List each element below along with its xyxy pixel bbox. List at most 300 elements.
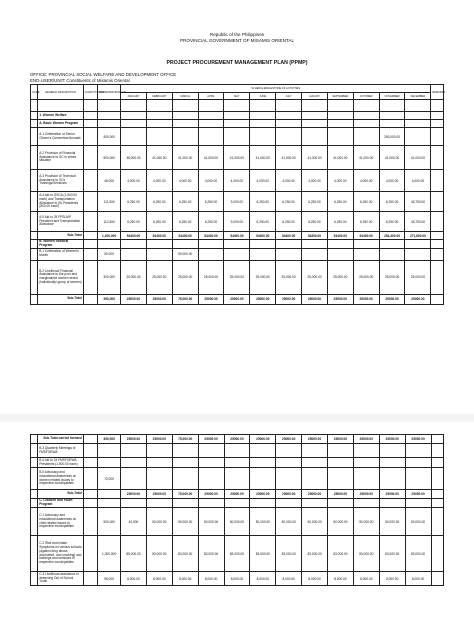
- month-cell: 8,000.00: [172, 572, 198, 586]
- month-cell: 25,000.00: [224, 260, 250, 294]
- table-row: [31, 120, 444, 128]
- table-row: [31, 240, 444, 249]
- blank-cell: [172, 100, 198, 112]
- remarks-cell: [431, 192, 444, 212]
- month-cell: 50,000.00: [276, 508, 302, 536]
- month-cell: 54400.00: [327, 232, 353, 240]
- budget-cell: [98, 112, 121, 120]
- description-cell: A.1 Celebration of Senior Citizen's Convention/Annuals: [38, 128, 84, 146]
- month-cell: 25000.00: [250, 490, 276, 499]
- month-cell: 6,250.00: [121, 192, 147, 212]
- budget-cell: [98, 240, 121, 249]
- month-cell: 54400.00: [198, 232, 224, 240]
- month-cell: 25,000.00: [353, 260, 379, 294]
- month-cell: 25000.00: [276, 435, 302, 444]
- budget-cell: 1,000,000: [98, 536, 121, 572]
- document-title: PROJECT PROCUREMENT MANAGEMENT PLAN (PPMP): [166, 60, 308, 66]
- month-cell: [250, 240, 276, 249]
- table-row: [31, 170, 444, 192]
- quantity-cell: [83, 294, 97, 304]
- month-cell: 83,000.00: [250, 536, 276, 572]
- month-cell: [327, 120, 353, 128]
- month-cell: [302, 458, 328, 468]
- month-cell: 25,000.00: [172, 260, 198, 294]
- month-cell: 83,000.00: [276, 536, 302, 572]
- month-cell: 25000.00: [353, 490, 379, 499]
- month-cell: 8,000.00: [146, 572, 172, 586]
- table-row: [31, 192, 444, 212]
- quantity-cell: [83, 120, 97, 128]
- month-cell: 25,000.00: [302, 260, 328, 294]
- budget-cell: 111,500: [98, 192, 121, 212]
- code-cell: [31, 146, 38, 170]
- month-cell: 6,250.00: [379, 212, 405, 232]
- description-cell: B.5 Advocacy and educational awareness on women related issues to respective municipalities: [38, 468, 84, 490]
- month-cell: 25000.00: [146, 294, 172, 304]
- month-cell: 41,000.00: [353, 146, 379, 170]
- code-cell: [31, 435, 38, 444]
- month-cell: 8,000.00: [328, 572, 354, 586]
- budget-cell: [98, 120, 121, 128]
- month-cell: 54400.00: [353, 232, 379, 240]
- month-cell: [146, 248, 172, 260]
- end-user-line: END-USER/UNIT: Constituents of Misamis Oriental: [30, 78, 130, 83]
- quantity-cell: [83, 260, 97, 294]
- month-cell: [224, 128, 250, 146]
- month-cell: 4,000.00: [302, 170, 328, 192]
- month-cell: 6,250.00: [379, 192, 405, 212]
- month-cell: [379, 444, 405, 458]
- month-cell: [250, 468, 276, 490]
- budget-cell: 70,000: [98, 468, 121, 490]
- month-cell: 54400.00: [302, 232, 328, 240]
- code-cell: [31, 508, 38, 536]
- month-cell: 83,000.00: [224, 536, 250, 572]
- month-cell: [172, 458, 198, 468]
- month-cell: 25000.00: [405, 294, 431, 304]
- month-cell: 9,000.00: [224, 192, 250, 212]
- month-cell: [146, 444, 172, 458]
- month-cell: [328, 444, 354, 458]
- quantity-cell: [83, 444, 97, 458]
- blank-cell: [276, 100, 302, 112]
- month-cell: [172, 112, 198, 120]
- month-cell: [353, 120, 379, 128]
- blank-cell: [38, 100, 84, 112]
- month-cell: 50,000.00: [146, 508, 172, 536]
- month-header: DECEMBER: [405, 93, 431, 100]
- month-cell: [353, 128, 379, 146]
- month-cell: 54400.00: [146, 232, 172, 240]
- remarks-cell: [431, 435, 443, 444]
- remarks-cell: [431, 232, 444, 240]
- code-cell: [31, 128, 38, 146]
- code-cell: [31, 112, 38, 120]
- table-row: [31, 146, 444, 170]
- month-cell: 4,000.00: [276, 170, 302, 192]
- month-cell: 38,000.00: [121, 146, 147, 170]
- month-cell: 25000.00: [328, 435, 354, 444]
- month-cell: 4,000.00: [405, 170, 431, 192]
- month-cell: 6,250.00: [172, 192, 198, 212]
- quantity-cell: [83, 146, 97, 170]
- month-cell: 8,000.00: [353, 572, 379, 586]
- month-cell: [198, 458, 224, 468]
- month-cell: [302, 499, 328, 508]
- month-cell: [302, 128, 328, 146]
- month-cell: 4,000.00: [146, 170, 172, 192]
- month-cell: [353, 444, 379, 458]
- month-cell: 25,000.00: [379, 260, 405, 294]
- month-cell: [224, 458, 250, 468]
- month-cell: [379, 468, 405, 490]
- month-cell: 6,250.00: [353, 192, 379, 212]
- page-2: [0, 422, 474, 632]
- month-cell: 25,000.00: [146, 260, 172, 294]
- month-cell: 50,000.00: [379, 508, 405, 536]
- quantity-cell: [83, 508, 97, 536]
- month-cell: [379, 499, 405, 508]
- month-cell: [146, 112, 172, 120]
- month-cell: 25000.00: [198, 435, 224, 444]
- month-header: FEBRUARY: [146, 93, 172, 100]
- month-cell: [302, 468, 328, 490]
- table-row: [31, 508, 444, 536]
- month-cell: [405, 444, 431, 458]
- month-cell: 8,000.00: [198, 572, 224, 586]
- description-cell: C.1 Advocacy and educational awareness on child related issues to respective municipalities: [38, 508, 84, 536]
- month-cell: 25000.00: [198, 294, 224, 304]
- quantity-cell: [83, 112, 97, 120]
- ppmp-table: [30, 84, 444, 305]
- month-cell: 41,000.00: [302, 146, 328, 170]
- month-header: MARCH: [172, 93, 198, 100]
- budget-cell: 350,000: [98, 435, 121, 444]
- month-cell: 6,250.00: [276, 192, 302, 212]
- month-cell: [302, 248, 328, 260]
- month-cell: 9,000.00: [224, 212, 250, 232]
- month-cell: [146, 458, 172, 468]
- month-header: SEPTEMBER: [327, 93, 353, 100]
- table-row: [31, 536, 444, 572]
- description-cell: A. Basic Women Program: [38, 120, 84, 128]
- month-cell: 54400.00: [121, 232, 147, 240]
- month-cell: [250, 120, 276, 128]
- budget-cell: 300,000: [98, 260, 121, 294]
- month-cell: 25000.00: [198, 490, 224, 499]
- quantity-cell: [83, 572, 97, 586]
- month-cell: 41,000.00: [379, 146, 405, 170]
- month-cell: 6,250.00: [198, 212, 224, 232]
- month-cell: [405, 240, 431, 249]
- blank-cell: [146, 100, 172, 112]
- blank-cell: [121, 100, 147, 112]
- month-cell: [328, 499, 354, 508]
- code-cell: [31, 490, 38, 499]
- month-cell: 25000.00: [379, 435, 405, 444]
- month-cell: [224, 112, 250, 120]
- month-cell: 25000.00: [250, 294, 276, 304]
- month-cell: [405, 112, 431, 120]
- month-cell: 6,250.00: [250, 212, 276, 232]
- description-cell: C. Children and Youth Program: [38, 499, 84, 508]
- month-cell: 25000.00: [250, 435, 276, 444]
- month-cell: 25000.00: [121, 490, 147, 499]
- month-cell: [405, 499, 431, 508]
- month-cell: 6,250.00: [353, 212, 379, 232]
- month-cell: [198, 112, 224, 120]
- budget-cell: 400,000: [98, 128, 121, 146]
- budget-cell: [98, 444, 121, 458]
- month-cell: [250, 112, 276, 120]
- code-header: CODE: [31, 85, 38, 100]
- description-cell: A.2 Provision of Financial Assistance to SC in crises situation: [38, 146, 84, 170]
- month-cell: [379, 248, 405, 260]
- blank-cell: [198, 100, 224, 112]
- month-cell: [328, 458, 354, 468]
- month-cell: [198, 468, 224, 490]
- month-cell: [172, 499, 198, 508]
- month-cell: [276, 128, 302, 146]
- month-cell: [327, 248, 353, 260]
- month-cell: [198, 499, 224, 508]
- month-cell: 43,750.00: [405, 212, 431, 232]
- month-cell: [353, 468, 379, 490]
- description-header: GENERAL DESCRIPTION: [38, 85, 84, 100]
- table-row: [31, 260, 444, 294]
- month-cell: 6,250.00: [327, 212, 353, 232]
- schedule-header: SCHEDULE/MILESTONE OF ACTIVITIES: [121, 85, 431, 93]
- month-cell: 41,000.00: [224, 146, 250, 170]
- month-cell: 25,000.00: [327, 260, 353, 294]
- blank-cell: [302, 100, 328, 112]
- month-cell: 4,000.00: [353, 170, 379, 192]
- month-cell: 50,000.00: [328, 508, 354, 536]
- month-cell: 6,250.00: [302, 192, 328, 212]
- remarks-cell: [431, 294, 444, 304]
- province-heading: PROVINCIAL GOVERNMENT OF MISAMIS ORIENTAL: [179, 38, 294, 43]
- month-cell: 4,000.00: [224, 170, 250, 192]
- table-row: [31, 248, 444, 260]
- month-cell: 25000.00: [379, 294, 405, 304]
- month-cell: [302, 112, 328, 120]
- month-cell: 8,000.00: [276, 572, 302, 586]
- month-cell: [121, 444, 147, 458]
- code-cell: [31, 240, 38, 249]
- table-row: [31, 112, 444, 120]
- month-cell: 41,000.00: [146, 146, 172, 170]
- quantity-cell: [83, 536, 97, 572]
- budget-cell: [98, 458, 121, 468]
- description-cell: 1. Women Welfare: [38, 112, 84, 120]
- code-cell: [31, 499, 38, 508]
- month-cell: [121, 120, 147, 128]
- month-header: JULY: [276, 93, 302, 100]
- month-cell: [353, 248, 379, 260]
- month-cell: 4,000.00: [327, 170, 353, 192]
- blank-cell: [379, 100, 405, 112]
- month-cell: [328, 468, 354, 490]
- description-cell: Sub-Total carried forward: [38, 435, 84, 444]
- code-cell: [31, 468, 38, 490]
- month-cell: [353, 240, 379, 249]
- month-cell: [250, 128, 276, 146]
- remarks-cell: [431, 112, 444, 120]
- quantity-cell: [83, 248, 97, 260]
- quantity-cell: [83, 499, 97, 508]
- month-cell: [327, 240, 353, 249]
- month-cell: 25000.00: [405, 490, 431, 499]
- budget-cell: 112,500: [98, 212, 121, 232]
- month-cell: 83,000.00: [302, 536, 328, 572]
- code-cell: [31, 572, 38, 586]
- remarks-cell: [431, 458, 443, 468]
- month-cell: 75,000.00: [172, 435, 198, 444]
- month-cell: [405, 458, 431, 468]
- quantity-cell: [83, 435, 97, 444]
- month-cell: [224, 120, 250, 128]
- month-cell: 83,000.00: [379, 536, 405, 572]
- month-cell: 50,000.00: [198, 508, 224, 536]
- quantity-cell: [83, 170, 97, 192]
- code-cell: [31, 170, 38, 192]
- month-cell: 8,000.00: [250, 572, 276, 586]
- month-cell: 41,000.00: [250, 146, 276, 170]
- table-row: [31, 458, 444, 468]
- month-header: MAY: [224, 93, 250, 100]
- description-cell: C.2 Risk and Intake Symptoms on various schools (against drug abuse, alcoholism, and smoking) and trainings and seminars in respective municipalities: [38, 536, 84, 572]
- month-cell: [276, 458, 302, 468]
- month-cell: 54400.00: [172, 232, 198, 240]
- month-cell: [146, 128, 172, 146]
- month-cell: 43,750.00: [405, 192, 431, 212]
- month-cell: 4,000.00: [172, 170, 198, 192]
- month-cell: 8,000.00: [379, 572, 405, 586]
- blank-cell: [405, 100, 431, 112]
- description-cell: B.3 Quarterly Meetings of FMSFOEWA: [38, 444, 84, 458]
- quantity-cell: [83, 128, 97, 146]
- month-header: AUGUST: [302, 93, 328, 100]
- month-cell: [121, 458, 147, 468]
- page-separator: [0, 414, 474, 422]
- month-cell: 25000.00: [302, 294, 328, 304]
- blank-cell: [98, 100, 121, 112]
- month-cell: [276, 468, 302, 490]
- month-cell: 6,250.00: [276, 212, 302, 232]
- month-cell: [198, 444, 224, 458]
- month-cell: 25,000.00: [121, 260, 147, 294]
- month-cell: [146, 120, 172, 128]
- month-cell: [198, 128, 224, 146]
- quantity-cell: [83, 192, 97, 212]
- month-cell: 40,000: [121, 508, 147, 536]
- remarks-cell: [431, 128, 444, 146]
- month-cell: 25000.00: [224, 490, 250, 499]
- month-cell: 41,000.00: [276, 146, 302, 170]
- month-cell: [224, 468, 250, 490]
- month-header: APRIL: [198, 93, 224, 100]
- remarks-cell: [431, 536, 443, 572]
- republic-heading: Republic of the Philippines: [209, 32, 265, 37]
- blank-cell: [431, 100, 444, 112]
- month-cell: 50,000.00: [302, 508, 328, 536]
- month-cell: 8,000.00: [302, 572, 328, 586]
- quantity-cell: [83, 490, 97, 499]
- month-cell: [121, 112, 147, 120]
- budget-cell: 50,000: [98, 248, 121, 260]
- description-cell: Sub-Total: [38, 294, 84, 304]
- month-cell: [379, 120, 405, 128]
- remarks-cell: [431, 248, 444, 260]
- month-cell: [121, 128, 147, 146]
- month-cell: 54400.00: [276, 232, 302, 240]
- table-row: [31, 468, 444, 490]
- month-cell: [405, 248, 431, 260]
- month-cell: [121, 240, 147, 249]
- month-cell: [172, 128, 198, 146]
- code-cell: [31, 232, 38, 240]
- table-row: [31, 499, 444, 508]
- month-cell: 6,250.00: [121, 212, 147, 232]
- table-row: [31, 294, 444, 304]
- month-cell: 25000.00: [353, 435, 379, 444]
- month-cell: 254,400.00: [379, 232, 405, 240]
- month-header: OCTOBER: [353, 93, 379, 100]
- month-cell: 83,000.00: [405, 536, 431, 572]
- month-cell: 25000.00: [302, 490, 328, 499]
- budget-cell: [98, 499, 121, 508]
- month-cell: [224, 444, 250, 458]
- month-cell: [327, 112, 353, 120]
- month-cell: [327, 128, 353, 146]
- table-row: [31, 490, 444, 499]
- budget-cell: 1,200,000: [98, 232, 121, 240]
- month-cell: 41,000.00: [198, 146, 224, 170]
- month-cell: 50,000.00: [353, 508, 379, 536]
- month-cell: [250, 458, 276, 468]
- month-cell: [302, 120, 328, 128]
- month-cell: 25000.00: [276, 490, 302, 499]
- month-cell: 54400.00: [250, 232, 276, 240]
- table-row: [31, 444, 444, 458]
- remarks-cell: [431, 240, 444, 249]
- month-cell: 4,000.00: [379, 170, 405, 192]
- month-cell: 200,000.00: [379, 128, 405, 146]
- description-cell: Sub-Total: [38, 490, 84, 499]
- month-cell: 50,000.00: [172, 508, 198, 536]
- budget-cell: 350,000: [98, 294, 121, 304]
- code-cell: [31, 212, 38, 232]
- month-cell: 54400.00: [224, 232, 250, 240]
- month-cell: [250, 499, 276, 508]
- month-cell: 25000.00: [121, 435, 147, 444]
- blank-cell: [353, 100, 379, 112]
- budget-cell: 500,000: [98, 508, 121, 536]
- month-cell: 25,000.00: [276, 260, 302, 294]
- remarks-cell: [431, 499, 443, 508]
- month-cell: 50,000.00: [250, 508, 276, 536]
- month-cell: [379, 112, 405, 120]
- month-cell: [276, 248, 302, 260]
- month-cell: [379, 240, 405, 249]
- month-cell: [276, 499, 302, 508]
- month-cell: 50,000.00: [172, 248, 198, 260]
- month-cell: [121, 468, 147, 490]
- month-cell: [172, 240, 198, 249]
- month-cell: 50,000.00: [405, 508, 431, 536]
- month-cell: 25,000.00: [198, 260, 224, 294]
- month-cell: 4,000.00: [121, 170, 147, 192]
